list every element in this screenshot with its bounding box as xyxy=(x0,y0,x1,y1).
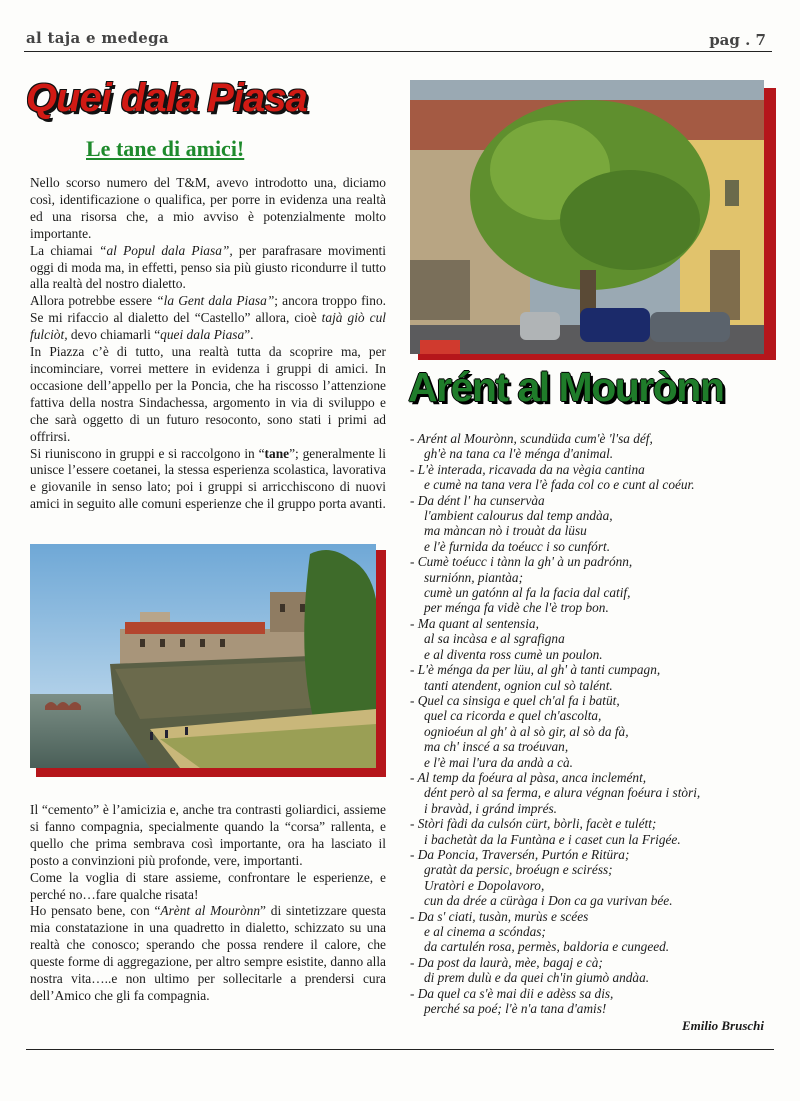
text-span: Si riuniscono in gruppi e si raccolgono in “ xyxy=(30,445,265,461)
poem-title: Arént al Mourònn xyxy=(408,364,724,410)
poem-line: - Da post da laurà, mèe, bagaj e cà; xyxy=(410,954,603,970)
poem-line: per ménga fa vidè che l'è trop bon. xyxy=(424,600,609,616)
poem-line: - Da quel ca s'è mai dii e adèss sa dis, xyxy=(410,985,614,1001)
text-span: Allora potrebbe essere xyxy=(30,293,157,309)
poem-line: e l'è mai l'ura da andà a cà. xyxy=(424,754,573,770)
poem-line: - Ma quant al sentensia, xyxy=(410,615,539,631)
poem-line: e al cinema a scóndas; xyxy=(424,924,546,939)
page-number: pag . 7 xyxy=(709,31,766,49)
poem-line: Uratòri e Dopolavoro, xyxy=(424,877,545,893)
poem-author: Emilio Bruschi xyxy=(682,1018,764,1033)
poem-line: e l'è furnida da toéucc i so cunfórt. xyxy=(424,538,611,554)
article-body-bottom xyxy=(30,802,386,1005)
poem-line: - Stòri fàdi da culsón cürt, bòrli, facèt e tulétt; xyxy=(410,816,657,832)
poem-line: dént però al sa ferma, e alura végnan foéura i stòri, xyxy=(424,785,701,801)
poem-line: i bachetàt da la Funtàna e i caset cun la Frigée. xyxy=(424,831,681,847)
bold-word: tane xyxy=(264,445,290,461)
text-span: Ho pensato bene, con “ xyxy=(30,903,161,919)
italic-phrase: quei dala Piasa xyxy=(160,327,245,343)
article-title: Quei dala Piasa xyxy=(26,76,307,120)
poem-line: tanti atendent, ognion cul sò talént. xyxy=(424,677,613,693)
poem-line: - Arént al Mourònn, scundüda cum'è 'l'sa déf, xyxy=(410,431,653,446)
poem-line: al sa incàsa e al sgrafigna xyxy=(424,631,565,647)
text-span: per parafrasare movimenti oggi di moda ma, in effetti, penso sia più giusto ricondurre il tutto alla realtà del nostro dialetto. xyxy=(30,242,386,292)
article-subtitle: Le tane di amici! xyxy=(86,136,245,161)
poem-line: l'ambient calourus dal temp andàa, xyxy=(424,508,613,524)
poem-line: e cumè na tana vera l'è fada col co e cunt al coéur. xyxy=(424,477,695,493)
poem-line: ma ch' inscé a sa troéuvan, xyxy=(424,739,569,755)
poem-line: quel ca ricorda e quel ch'ascolta, xyxy=(424,708,602,724)
paragraph-6: Il “cemento” è l’amicizia e, anche tra contrasti goliardici, assieme si fanno compagnia, specialmente quando la “corsa” rallenta, e quello che prima sembrava così importante, ora ha lasciato il posto a convinzioni più profonde, vere, importanti. xyxy=(30,802,386,868)
poem-body xyxy=(410,431,780,1016)
text-span: ”. xyxy=(244,327,254,343)
paragraph-3 xyxy=(30,293,386,344)
article-body-top xyxy=(30,175,386,513)
text-span: ; ancora troppo fino. Se mi rifaccio al dialetto del “Castello” allora, cioè xyxy=(30,293,386,326)
poem-line: ognioéun al gh' à al sò gir, al sò da fà, xyxy=(424,723,629,739)
poem-line: i bravàd, i gránd imprés. xyxy=(424,800,557,816)
text-span: La chiamai xyxy=(30,242,99,258)
poem-line: - Cumè toéucc i tànn la gh' à un padrónn, xyxy=(410,554,633,570)
text-span: devo chiamarli “ xyxy=(67,327,161,343)
italic-phrase: tajà giò cul fulciòt, xyxy=(30,310,386,343)
poem-line: gh'è na tana ca l'è ménga d'animal. xyxy=(424,446,614,462)
paragraph-5 xyxy=(30,446,386,514)
paragraph-1: Nello scorso numero del T&M, avevo introdotto una, diciamo così, identificazione o qualifica, per porre in evidenza una realtà ed una risorsa che, a mio avviso è potenzialmente molto importante. xyxy=(30,175,386,241)
castle-photo xyxy=(30,544,376,768)
paragraph-2 xyxy=(30,243,386,294)
poem-line: - Da s' ciati, tusàn, murùs e scées xyxy=(410,908,589,924)
poem-line: di prem dulù e da quei ch'in giumò andàa. xyxy=(424,970,650,986)
poem-line: - Da Poncia, Traversén, Purtón e Ritüra; xyxy=(410,846,630,862)
poem-line: ma màncan nò i trouàt da lüsu xyxy=(424,523,587,539)
poem-line: gratàt da persic, broéugn e sciréss; xyxy=(424,862,613,878)
italic-phrase: Arènt al Mourònn xyxy=(160,903,261,919)
poem-line: da cartulén rosa, permès, baldoria e cungeed. xyxy=(424,939,670,955)
poem-line: cun da drée a cüràga i Don ca ga vurivan bée. xyxy=(424,893,673,909)
poem-line: surniónn, piantàa; xyxy=(424,569,523,585)
poem-line: e al diventa ross cumè un poulon. xyxy=(424,646,603,662)
castle-illustration xyxy=(30,544,376,768)
tree-illustration xyxy=(410,80,764,354)
paragraph-4: In Piazza c’è di tutto, una realtà tutta da scoprire ma, per incominciare, vorrei mettere in evidenza i gruppi di amici. In occasione dell’appello per la Poncia, che ha riscosso l’attenzione fattiva della nostra Sindachessa, argomento in via di sviluppo e che sarà oggetto di un futuro resoconto, sono stati i primi ad offrirsi. xyxy=(30,344,386,444)
magazine-name: al taja e medega xyxy=(26,29,169,47)
poem-line: - L'è interada, ricavada da na vègia cantina xyxy=(410,461,645,477)
poem-line: - L'è ménga da per lüu, al gh' à tanti cumpagn, xyxy=(410,662,661,678)
text-span: ” di sintetizzare questa mia constatazione in una quadretto in dialetto, schizzato su una realtà che conosco; sperando che possa rendere il calore, che queste forme di aggregazione, per altro sempre esistite, danno alla nostra vita…..e non ultimo per sollecitarle a prendersi cura dell’Amico che gli fa compagnia. xyxy=(30,903,386,1003)
poem-line: - Al temp da foéura al pàsa, anca inclemént, xyxy=(410,769,647,785)
header-rule xyxy=(24,51,772,52)
paragraph-7: Come la voglia di stare assieme, confrontare le esperienze, e perché no…fare qualche risata! xyxy=(30,869,386,902)
text-span: ”; generalmente li unisce l’essere coetanei, la stessa esperienza scolastica, lavorativa e giovanile in senso lato; poi i gruppi si arricchiscono di nuovi amici in seguito alle comuni esperienze che il gruppo porta avanti. xyxy=(30,445,387,512)
italic-phrase: “al Popul dala Piasa”, xyxy=(99,242,233,258)
footer-rule xyxy=(26,1049,774,1050)
poem-line: - Quel ca sinsiga e quel ch'al fa i batüt, xyxy=(410,692,620,708)
poem-line: - Da dént l' ha cunservàa xyxy=(410,492,545,508)
poem-line: perché sa poé; l'è n'a tana d'amis! xyxy=(424,1001,607,1017)
poem-line: cumè un gatónn al fa la facia dal catif, xyxy=(424,585,631,601)
italic-phrase: “la Gent dala Piasa” xyxy=(156,293,275,309)
tree-photo xyxy=(410,80,764,354)
paragraph-8 xyxy=(30,903,386,1004)
